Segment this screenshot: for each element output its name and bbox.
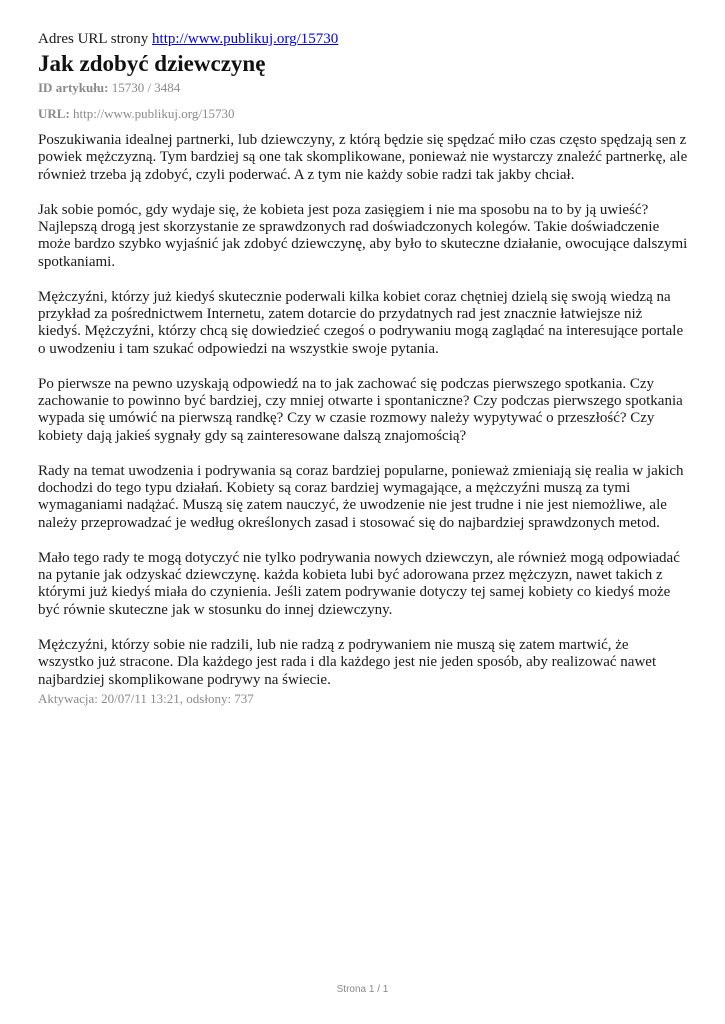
article-id-value: 15730 / 3484 — [111, 80, 181, 95]
article-paragraph: Rady na temat uwodzenia i podrywania są coraz bardziej popularne, ponieważ zmieniają się realia w jakich dochodzi do tego typu działań. Kobiety są coraz bardziej wymagające, a mężczyźni muszą za tymi wymaganiami nadążać. Muszą się zatem nauczyć, że uwodzenie nie jest trudne i nie jest niemożliwe, ale należy przeprowadzać je według określonych zasad i stosować się do najbardziej sprawdzonych metod. — [38, 462, 684, 531]
article-body — [38, 132, 688, 689]
article-paragraph: Mało tego rady te mogą dotyczyć nie tylko podrywania nowych dziewczyn, ale również mogą odpowiadać na pytanie jak odzyskać dziewczynę. każda kobieta lubi być adorowana przez mężczyzn, nawet takich z którymi już kiedyś miała do czynienia. Jeśli zatem podrywanie dotyczy tej samej kobiety co kiedyś może być równie skuteczne jak w stosunku do innej dziewczyny. — [38, 549, 680, 618]
article-paragraph: Poszukiwania idealnej partnerki, lub dziewczyny, z którą będzie się spędzać miło czas często spędzają sen z powiek mężczyzną. Tym bardziej są one tak skomplikowane, ponieważ nie wystarczy znaleźć partnerkę, ale również trzeba ją zdobyć, czyli poderwać. A z tym nie każdy sobie radzi tak jakby chciał. — [38, 132, 688, 183]
page-url-line — [38, 30, 688, 48]
page-url-label: Adres URL strony — [38, 31, 149, 47]
article-paragraph: Mężczyźni, którzy już kiedyś skutecznie poderwali kilka kobiet coraz chętniej dzielą się swoją wiedzą na przykład za pośrednictwem Internetu, zatem dotarcie do przydatnych rad jest znacznie łatwiejsze niż kiedyś. Mężczyźni, którzy chcą się dowiedzieć czegoś o podrywaniu mogą zaglądać na interesujące portale o uwodzeniu i tam szukać odpowiedzi na wszystkie swoje pytania. — [38, 288, 684, 357]
document-page — [38, 30, 688, 707]
page-number: Strona 1 / 1 — [336, 984, 389, 995]
page-url-link[interactable]: http://www.publikuj.org/15730 — [152, 31, 339, 47]
article-id-label: ID artykułu: — [38, 80, 109, 95]
article-paragraph: Mężczyźni, którzy sobie nie radzili, lub nie radzą z podrywaniem nie muszą się zatem martwić, że wszystko już stracone. Dla każdego jest rada i dla każdego jest nie jeden sposób, aby realizować nawet najbardziej skomplikowane podrywy na świecie. — [38, 636, 657, 688]
activation-info: Aktywacja: 20/07/11 13:21, odsłony: 737 — [38, 690, 254, 706]
article-url-value: http://www.publikuj.org/15730 — [73, 106, 235, 121]
article-id-line — [38, 80, 688, 96]
article-paragraph: Jak sobie pomóc, gdy wydaje się, że kobieta jest poza zasięgiem i nie ma sposobu na to by ją uwieść? Najlepszą drogą jest skorzystanie ze sprawdzonych rad doświadczonych kolegów. Takie doświadczenie może bardzo szybko wyjaśnić jak zdobyć dziewczynę, aby było to skuteczne działanie, owocujące dalszymi spotkaniami. — [38, 201, 688, 270]
article-paragraph: Po pierwsze na pewno uzyskają odpowiedź na to jak zachować się podczas pierwszego spotkania. Czy zachowanie to powinno być bardziej, czy mniej otwarte i spontaniczne? Czy podczas pierwszego spotkania wypada się umówić na pierwszą randkę? Czy w czasie rozmowy należy wypytywać o przeszłość? Czy kobiety dają jakieś sygnały gdy są zainteresowane dalszą znajomością? — [38, 375, 683, 444]
article-url-line — [38, 106, 688, 122]
article-title: Jak zdobyć dziewczynę — [38, 51, 266, 76]
article-url-label: URL: — [38, 106, 70, 121]
